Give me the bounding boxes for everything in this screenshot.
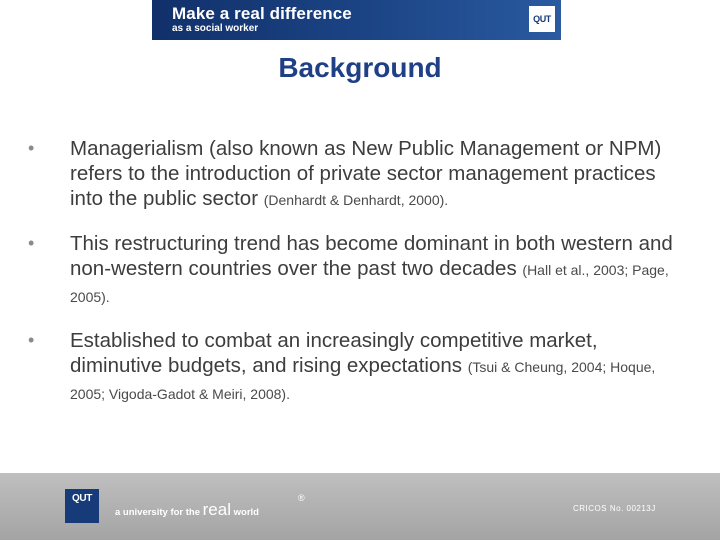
tagline-real: real [202,500,231,519]
slide-title-text: Background [278,52,442,83]
footer-tagline [115,500,259,520]
tagline-prefix: a university for the [115,507,203,518]
bullet-text: This restructuring trend has become dominant in both western and non-western countries over the past two decades [70,232,673,280]
bullet-item [28,136,688,213]
registered-mark: ® [298,493,305,503]
tagline-suffix: world [231,507,259,518]
bullet-citation: (Denhardt & Denhardt, 2000). [263,192,449,208]
footer-bar [0,473,720,540]
qut-logo [529,6,555,32]
bullet-item [28,231,688,310]
cricos-number: CRICOS No. 00213J [573,504,656,513]
bullet-item [28,328,688,407]
banner-subtitle: as a social worker [172,23,259,34]
footer-qut-logo [65,489,99,523]
footer-logo-text: QUT [72,493,92,504]
qut-logo-text: QUT [533,14,551,24]
bullet-citation: (Hall et al., 2003; Page, 2005). [70,262,669,305]
bullet-text: Established to combat an increasingly competitive market, diminutive budgets, and rising expectations [70,329,598,377]
bullet-dot-icon: • [28,330,35,350]
banner-title: Make a real difference [172,4,352,23]
bullet-citation: (Tsui & Cheung, 2004; Hoque, 2005; Vigoda-Gadot & Meiri, 2008). [70,359,656,402]
bullet-list [28,136,688,425]
header-banner [152,0,561,40]
bullet-dot-icon: • [28,138,35,158]
bullet-text: Managerialism (also known as New Public Management or NPM) refers to the introduction of private sector management practices into the public sector [70,137,662,210]
bullet-dot-icon: • [28,233,35,253]
slide-title [0,52,720,84]
